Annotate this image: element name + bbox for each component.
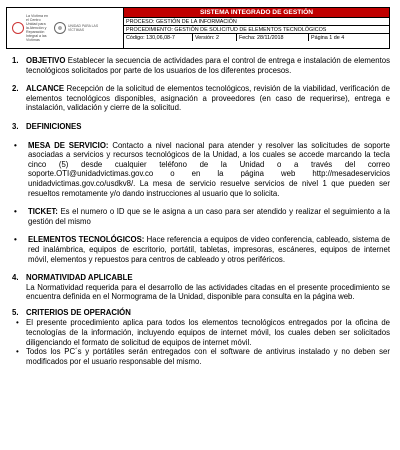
definition-text: Contacto a nivel nacional para atender y resolver las solicitudes de soporte asociadas a servicios y recursos tecnológicos de la Unidad, a los cuales se accede marcando la tecla cinco (5) desde cualquier teléfono de la Unidad o a través del correo soporte.OTI@unidadvictimas.gov.co o en la página web http://mesadeservicios unidadvictimas.gov.co/usdkv8/. La mesa de servicio resuelve servicios de nivel 1 que pueden ser resueltos remotamente y/o dando instrucciones al usuario que lo solicita. — [28, 140, 390, 198]
section-label: CRITERIOS DE OPERACIÓN — [26, 307, 131, 317]
logo2-text: UNIDAD PARA LAS VÍCTIMAS — [68, 24, 99, 32]
section-text: Recepción de la solicitud de elementos tecnológicos, revisión de la viabilidad, verificación de elementos tecnológicos disponibles, asignación a proveedores (en caso de requerirse), entrega e instalación, validación y cierre de la solicitud. — [26, 84, 390, 113]
section-objective — [12, 56, 390, 75]
section-label: OBJETIVO — [26, 56, 66, 65]
definition-text: Hace referencia a equipos de video conferencia, cableado, sistema de red inalámbrica, equipos de escritorio, portátil, tabletas, impresoras, escáneres, equipos de internet móvil, elementos y repuestos para centros de cableado y otros periféricos. — [28, 235, 390, 264]
meta-row — [124, 33, 389, 41]
section-label: NORMATIVIDAD APLICABLE — [26, 273, 133, 283]
version-cell: Versión: 2 — [193, 34, 237, 41]
section-number: 1. — [12, 56, 19, 65]
section-regulations — [12, 273, 390, 302]
definition-text: Es el numero o ID que se le asigna a un caso para ser atendido y realizar el seguimiento a la gestión del mismo — [28, 207, 390, 226]
logo1-text: La Víctima en el Centro Unidad para la Atención y Reparación Integral a las Víctimas — [26, 14, 48, 42]
bullet-icon: • — [16, 318, 19, 328]
system-title: SISTEMA INTEGRADO DE GESTIÓN — [124, 8, 389, 17]
section-number: 3. — [12, 121, 19, 131]
criteria-item — [16, 347, 390, 366]
definition-term: ELEMENTOS TECNOLÓGICOS: — [28, 235, 145, 245]
section-label: ALCANCE — [26, 84, 65, 94]
bullet-icon: • — [14, 207, 17, 217]
page-cell: Página 1 de 4 — [311, 35, 345, 41]
section-definitions — [12, 122, 390, 132]
criteria-text: El presente procedimiento aplica para todos los elementos tecnológicos entregados por la oficina de tecnologías de la información, incluyendo equipos de internet móvil, los cuales deben ser solicitados diligenciando el formato de solicitud de equipos de internet móvil. — [26, 318, 390, 347]
victims-unit-logo — [12, 14, 48, 42]
section-operation-criteria — [12, 308, 390, 318]
section-label: DEFINICIONES — [26, 121, 82, 131]
definition-service-desk — [12, 141, 390, 199]
document-body — [0, 56, 400, 366]
document-header-table — [6, 7, 390, 49]
unit-logo — [54, 22, 112, 34]
process-row: PROCESO: GESTIÓN DE LA INFORMACIÓN — [124, 17, 389, 25]
bullet-icon: • — [14, 235, 17, 245]
definition-ticket — [12, 207, 390, 226]
procedure-row: PROCEDIMIENTO: GESTIÓN DE SOLICITUD DE ELEMENTOS TECNOLÓGICOS — [124, 25, 389, 33]
bullet-icon: • — [14, 140, 17, 150]
code-cell: Código: 130,06,08-7 — [124, 34, 193, 41]
unit-seal-icon — [54, 22, 66, 34]
date-cell: Fecha: 28/11/2018 — [237, 34, 309, 41]
section-number: 2. — [12, 84, 19, 94]
definition-term: TICKET: — [28, 207, 58, 217]
section-text: Establecer la secuencia de actividades para el control de entrega e instalación de elementos tecnológicos solicitados por parte de los usuarios de los diferentes procesos. — [26, 56, 390, 75]
section-text: La Normatividad requerida para el desarrollo de las actividades citadas en el presente procedimiento se encuentra definida en el Normograma de la Unidad, disponible para consulta en la página web. — [26, 282, 390, 302]
section-number: 5. — [12, 307, 19, 317]
bullet-icon: • — [16, 347, 19, 357]
section-scope — [12, 84, 390, 113]
definition-term: MESA DE SERVICIO: — [28, 140, 109, 150]
criteria-text: Todos los PC´s y portátiles serán entregados con el software de antivirus instalado y no deben ser modificados por el usuario responsable del mismo. — [26, 347, 390, 366]
criteria-item — [16, 318, 390, 347]
definition-tech-elements — [12, 235, 390, 264]
logos-cell — [7, 8, 124, 48]
victims-seal-icon — [12, 22, 24, 34]
section-number: 4. — [12, 273, 19, 283]
